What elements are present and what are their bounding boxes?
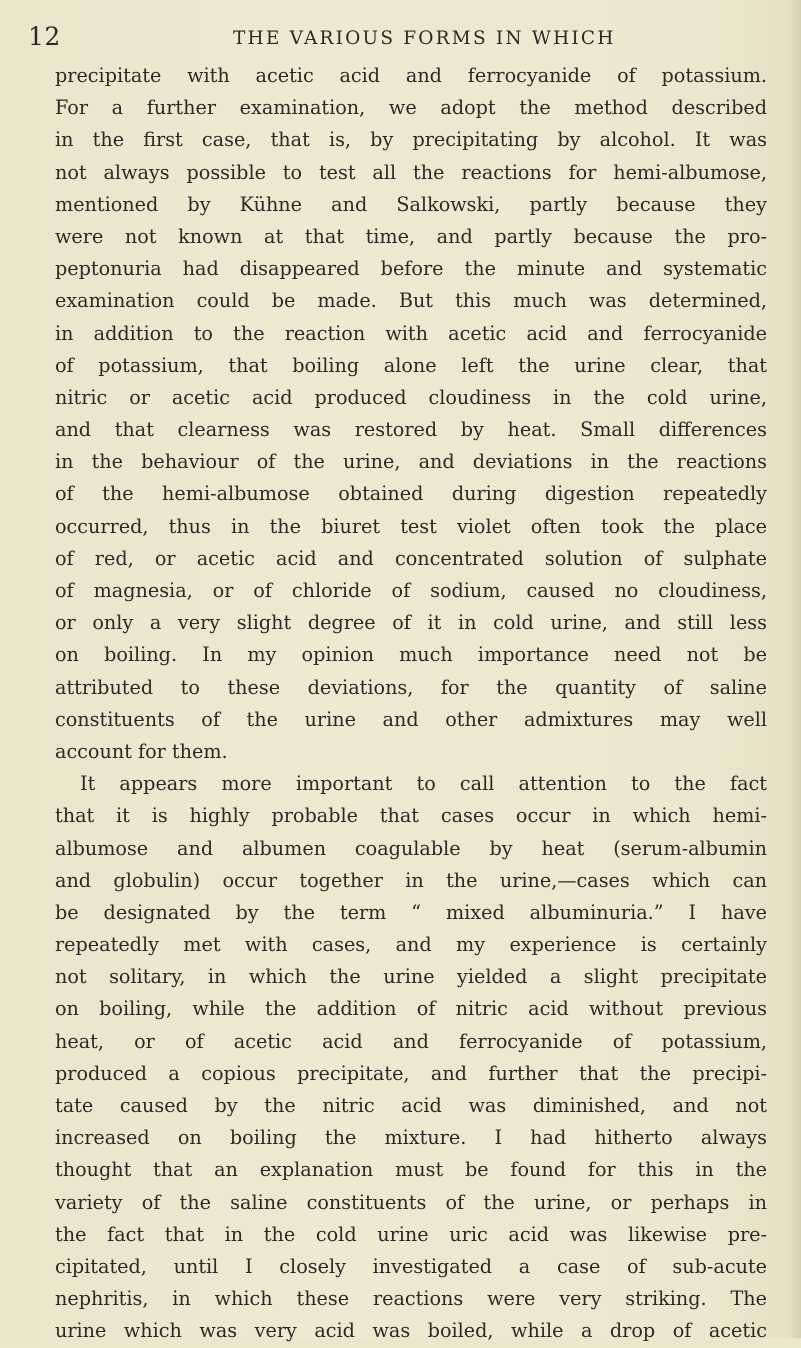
body-text (55, 60, 767, 1348)
page-header (28, 22, 768, 56)
running-head: THE VARIOUS FORMS IN WHICH (233, 28, 616, 49)
text-line: occurred, thus in the biuret test violet often took the place (55, 514, 767, 538)
text-line: thought that an explanation must be found for this in the (55, 1158, 767, 1182)
text-line: on boiling, while the addition of nitric acid without previous (55, 997, 767, 1021)
text-line: or only a very slight degree of it in cold urine, and still less (55, 611, 767, 635)
text-line: and globulin) occur together in the urine,—cases which can (55, 868, 767, 892)
text-line: For a further examination, we adopt the method described (55, 96, 767, 120)
paragraph-start-line: It appears more important to call attention to the fact (80, 772, 767, 796)
text-line: nitric or acetic acid produced cloudiness in the cold urine, (55, 385, 767, 409)
text-line: urine which was very acid was boiled, while a drop of acetic (55, 1319, 767, 1343)
text-line: peptonuria had disappeared before the minute and systematic (55, 257, 767, 281)
text-line: cipitated, until I closely investigated a case of sub-acute (55, 1254, 767, 1278)
text-line: examination could be made. But this much was determined, (55, 289, 767, 313)
text-line: of potassium, that boiling alone left the urine clear, that (55, 353, 767, 377)
text-line: in the first case, that is, by precipitating by alcohol. It was (55, 128, 767, 152)
text-line: not always possible to test all the reactions for hemi-albumose, (55, 160, 767, 184)
text-line: nephritis, in which these reactions were very striking. The (55, 1287, 767, 1311)
text-line: in addition to the reaction with acetic acid and ferrocyanide (55, 321, 767, 345)
page-edge-shadow (787, 0, 801, 1338)
text-line: the fact that in the cold urine uric acid was likewise pre- (55, 1222, 767, 1246)
text-line: of magnesia, or of chloride of sodium, caused no cloudiness, (55, 579, 767, 602)
text-line: albumose and albumen coagulable by heat (serum-albumin (55, 836, 767, 860)
text-line: of the hemi-albumose obtained during digestion repeatedly (55, 482, 767, 506)
text-line: produced a copious precipitate, and further that the precipi- (55, 1061, 767, 1085)
paragraph-end-line: account for them. (55, 739, 228, 763)
text-line: precipitate with acetic acid and ferrocyanide of potassium. (55, 64, 767, 87)
text-line: repeatedly met with cases, and my experience is certainly (55, 933, 767, 957)
text-line: mentioned by Kühne and Salkowski, partly because they (55, 192, 767, 216)
text-line: attributed to these deviations, for the quantity of saline (55, 675, 767, 699)
text-line: in the behaviour of the urine, and deviations in the reactions (55, 450, 767, 474)
text-line: heat, or of acetic acid and ferrocyanide of potassium, (55, 1029, 767, 1053)
text-line: tate caused by the nitric acid was diminished, and not (55, 1094, 767, 1117)
text-line: constituents of the urine and other admixtures may well (55, 707, 767, 731)
text-line: variety of the saline constituents of the urine, or perhaps in (55, 1190, 767, 1214)
text-line: be designated by the term “ mixed albuminuria.” I have (55, 900, 767, 924)
text-line: on boiling. In my opinion much importance need not be (55, 643, 767, 667)
text-line: not solitary, in which the urine yielded a slight precipitate (55, 965, 767, 989)
page-number: 12 (28, 22, 61, 51)
text-line: that it is highly probable that cases occur in which hemi- (55, 804, 767, 828)
text-line: and that clearness was restored by heat. Small differences (55, 418, 767, 442)
text-line: of red, or acetic acid and concentrated solution of sulphate (55, 546, 767, 570)
text-line: were not known at that time, and partly because the pro- (55, 224, 767, 248)
text-line: increased on boiling the mixture. I had hitherto always (55, 1126, 767, 1150)
